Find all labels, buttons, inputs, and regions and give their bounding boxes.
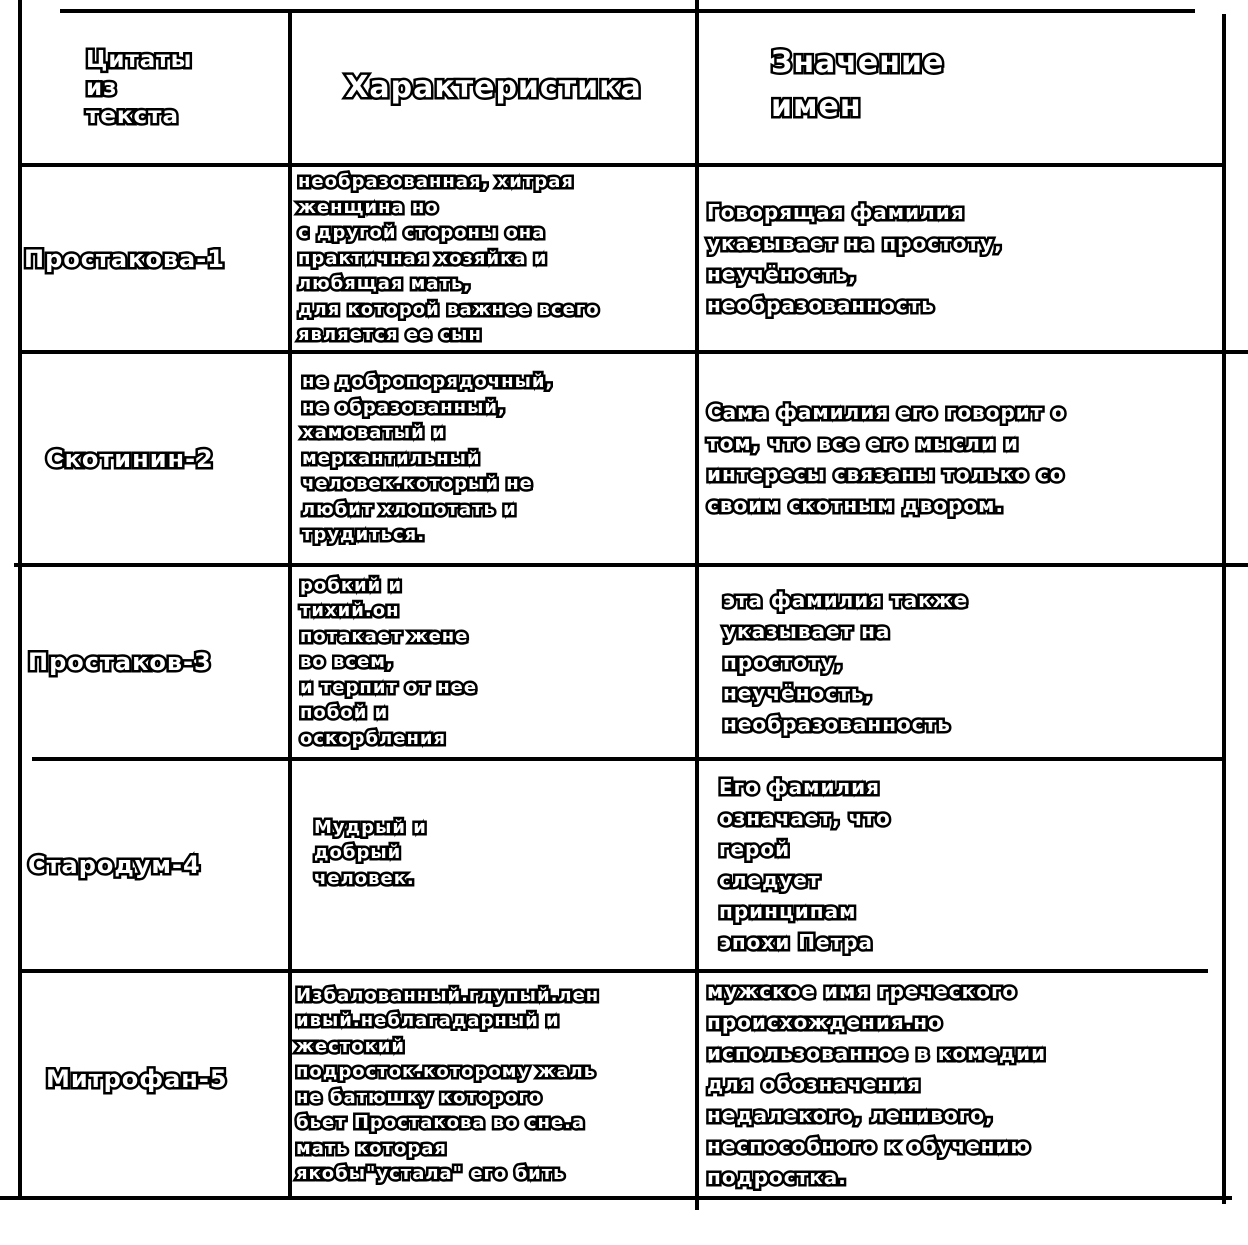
row-3-meaning: эта фамилия также указывает на простоту, неучёность, необразованность <box>723 587 969 736</box>
row-5-meaning: мужское имя греческого происхождения.но использованное в комедии для обозначения недалекого, ленивого, неспособного к обучению подростка. <box>707 979 1047 1189</box>
header-quotes-cell <box>22 13 288 163</box>
row-2-meaning: Сама фамилия его говорит о том, что все его мысли и интересы связаны только со своим скотным двором. <box>707 399 1067 517</box>
row-5-name: Митрофан-5 <box>46 1064 228 1093</box>
header-characteristic-cell <box>292 13 695 163</box>
row-1-characteristic: необразованная, хитрая женщина но с другой стороны она практичная хозяйка и любящая мать, для которой важнее всего является ее сын <box>298 171 600 346</box>
row-2-characteristic: не добропорядочный, не образованный, хамоватый и меркантильный человек.который не любит хлопотать и трудиться. <box>302 371 554 546</box>
row-3-characteristic-cell <box>292 567 695 757</box>
header-quotes: Цитаты из текста <box>86 47 193 129</box>
row-5-meaning-cell <box>699 973 1222 1196</box>
row-2-meaning-cell <box>699 354 1222 563</box>
row-5-characteristic: Избалованный.глупый.лен ивый.неблагадарный и жестокий подросток.которому жаль не батюшку которого бьет Простакова во сне.а мать которая якобы"устала" его бить <box>296 984 600 1184</box>
row-4-name-cell <box>22 761 288 969</box>
row-1-meaning-cell <box>699 167 1222 350</box>
row-1-name: Простакова-1 <box>24 244 225 273</box>
row-1-characteristic-cell <box>292 167 695 350</box>
row-5-name-cell <box>22 973 288 1196</box>
row-3-characteristic: робкий и тихий.он потакает жене во всем, и терпит от нее побой и оскорбления <box>300 574 478 749</box>
row-2-characteristic-cell <box>292 354 695 563</box>
row-1-meaning: Говорящая фамилия указывает на простоту, неучёность, необразованность <box>707 199 1003 317</box>
row-2-name-cell <box>22 354 288 563</box>
row-4-characteristic: Мудрый и добрый человек. <box>314 816 427 889</box>
row-4-name: Стародум-4 <box>28 851 201 879</box>
table-border-bottom <box>0 1196 1232 1200</box>
row-2-name: Скотинин-2 <box>46 444 214 473</box>
header-characteristic: Характеристика <box>345 70 642 105</box>
table-border-right <box>1222 14 1226 1204</box>
header-meaning: Значение имен <box>771 45 945 124</box>
row-4-characteristic-cell <box>292 761 695 969</box>
row-3-name-cell <box>22 567 288 757</box>
row-1-name-cell <box>22 167 288 350</box>
row-3-name: Простаков-3 <box>28 648 212 676</box>
row-3-meaning-cell <box>699 567 1222 757</box>
row-4-meaning-cell <box>699 761 1222 969</box>
header-meaning-cell <box>699 13 1222 163</box>
row-5-characteristic-cell <box>292 973 695 1196</box>
row-4-meaning: Его фамилия означает, что герой следует принципам эпохи Петра <box>719 775 891 954</box>
